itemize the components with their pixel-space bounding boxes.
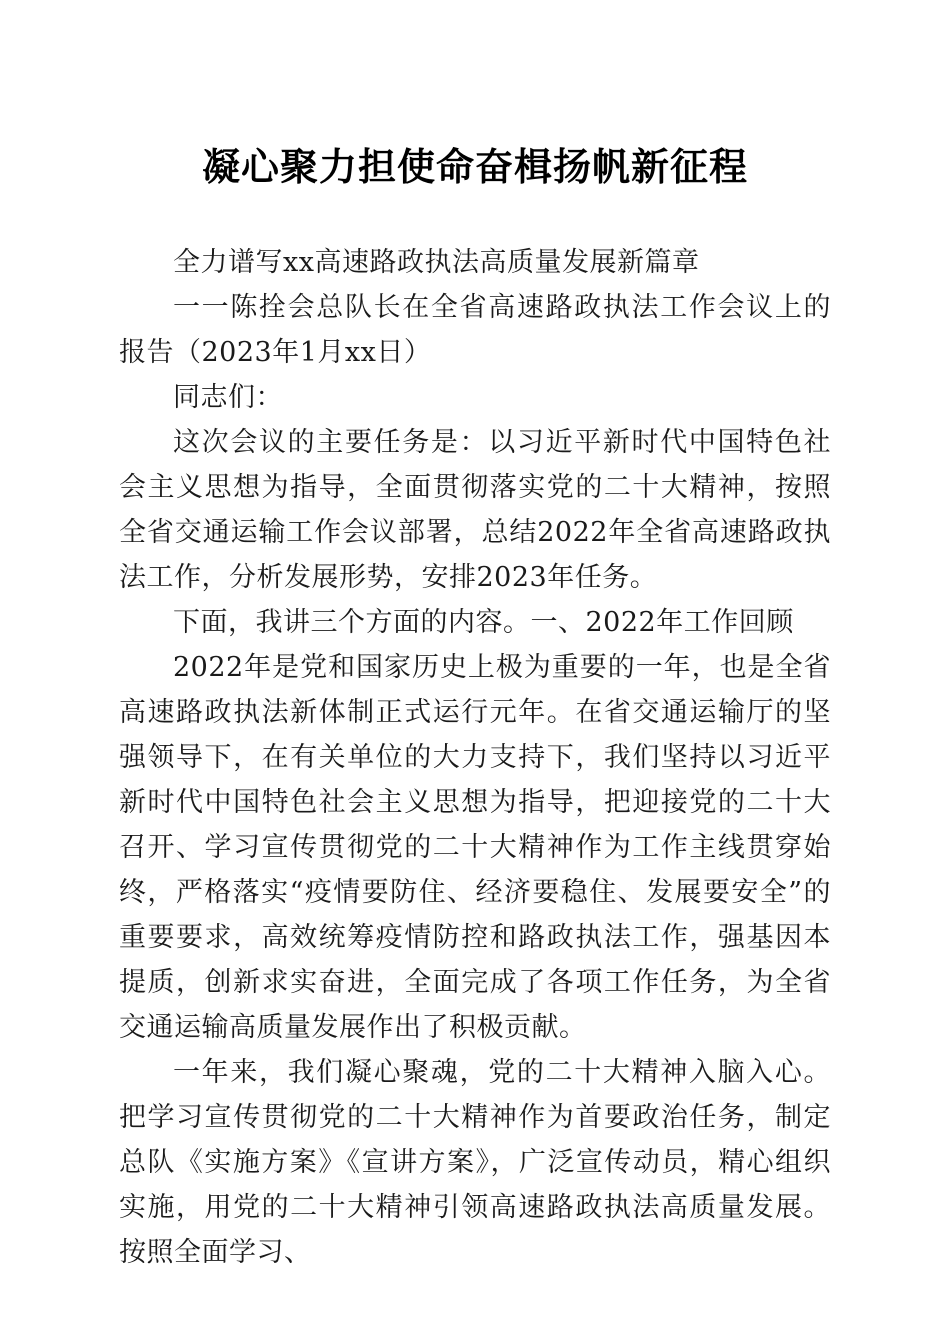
paragraph: 同志们： [173,382,283,413]
paragraph: 一年来，我们凝心聚魂，党的二十大精神入脑入心。把学习宣传贯彻党的二十大精神作为首要政治任务，制定总队《实施方案》《宣讲方案》，广泛宣传动员，精心组织实施，用党的二十大精神引领高速路政执法高质量发展。按照全面学习、 [119,1057,831,1268]
document-body [119,240,831,1275]
paragraph: 2022年是党和国家历史上极为重要的一年，也是全省高速路政执法新体制正式运行元年。在省交通运输厅的坚强领导下，在有关单位的大力支持下，我们坚持以习近平新时代中国特色社会主义思想为指导，把迎接党的二十大召开、学习宣传贯彻党的二十大精神作为工作主线贯穿始终，严格落实“疫情要防住、经济要稳住、发展要安全”的重要要求，高效统筹疫情防控和路政执法工作，强基因本提质，创新求实奋进，全面完成了各项工作任务，为全省交通运输高质量发展作出了积极贡献。 [119,652,831,1043]
paragraph: 下面，我讲三个方面的内容。一、2022年工作回顾 [173,607,794,638]
paragraph: 一一陈拴会总队长在全省高速路政执法工作会议上的报告（2023年1月xx日） [119,292,831,368]
document-title: 凝心聚力担使命奋楫扬帆新征程 [201,144,748,189]
paragraph: 这次会议的主要任务是：以习近平新时代中国特色社会主义思想为指导，全面贯彻落实党的二十大精神，按照全省交通运输工作会议部署，总结2022年全省高速路政执法工作，分析发展形势，安排2023年任务。 [119,427,831,593]
paragraph: 全力谱写xx高速路政执法高质量发展新篇章 [173,247,700,278]
